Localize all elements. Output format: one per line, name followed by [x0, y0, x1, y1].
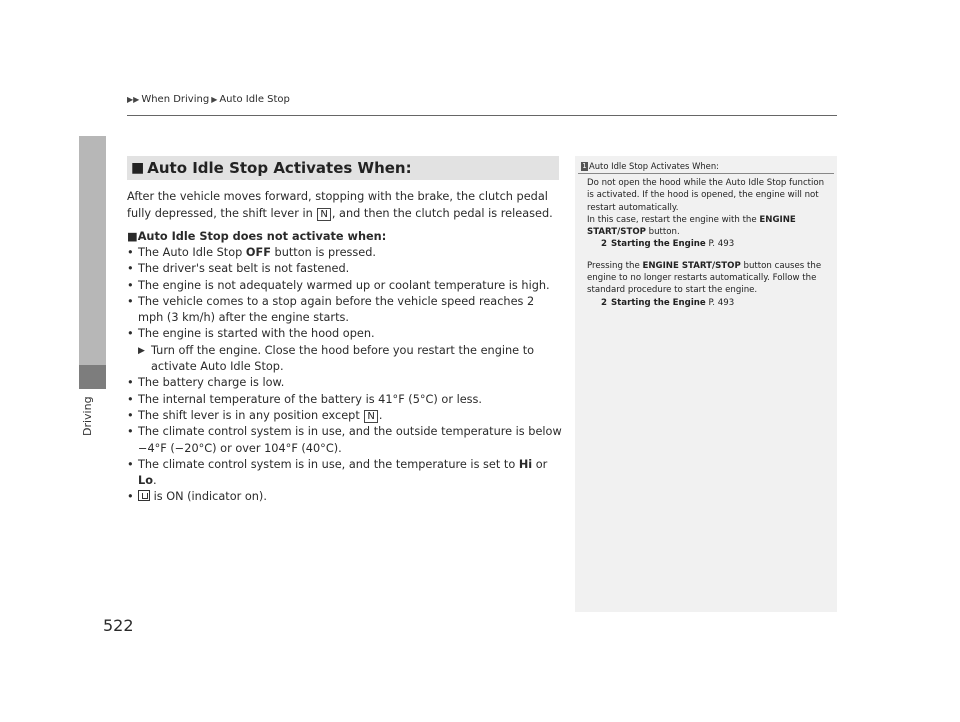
main-content	[127, 156, 562, 506]
list-item: • The climate control system is in use, and the outside temperature is below −4°F (−20°C) or over 104°F (40°C).	[127, 424, 562, 457]
bold-text: Hi	[518, 457, 533, 471]
list-item	[127, 457, 562, 490]
text: .	[378, 408, 383, 422]
section-title: Auto Idle Stop Activates When:	[147, 159, 412, 177]
breadcrumb-item[interactable]: Auto Idle Stop	[219, 94, 290, 105]
link-arrow-icon: 2	[601, 297, 607, 308]
note-title	[578, 156, 834, 174]
gear-n-key: N	[317, 208, 330, 221]
bold-text: ENGINE START/STOP	[587, 214, 796, 238]
link-arrow-icon: 2	[601, 239, 607, 250]
list-item: • The internal temperature of the battery is 41°F (5°C) or less.	[127, 392, 562, 408]
list-item: • The vehicle comes to a stop again before the vehicle speed reaches 2 mph (3 km/h) after the engine starts.	[127, 294, 562, 327]
condition-list	[127, 245, 562, 343]
defroster-indicator-icon	[138, 490, 150, 501]
list-item: • The driver's seat belt is not fastened.	[127, 261, 562, 277]
breadcrumb	[127, 94, 290, 105]
header-divider	[127, 115, 837, 116]
list-item: • The engine is not adequately warmed up or coolant temperature is high.	[127, 278, 562, 294]
note-marker-icon: 1	[582, 161, 587, 170]
chapter-tab-marker	[79, 365, 106, 389]
text: button.	[645, 227, 680, 238]
breadcrumb-item[interactable]: When Driving	[141, 94, 210, 105]
note-title-text: Auto Idle Stop Activates When:	[589, 161, 719, 171]
subheading	[127, 229, 562, 245]
bold-text: ENGINE START/STOP	[642, 260, 741, 271]
intro-text: After the vehicle moves forward, stopping with the brake, the clutch pedal fully depressed, the shift lever in	[127, 190, 548, 220]
note-paragraph	[587, 214, 829, 239]
text: The shift lever is in any position except	[138, 408, 364, 422]
bold-text: Lo	[138, 474, 153, 488]
side-note-panel	[575, 156, 837, 612]
link-label: Starting the Engine	[610, 297, 706, 308]
subheading-text: Auto Idle Stop does not activate when:	[137, 230, 387, 243]
breadcrumb-arrow-icon: ▶	[211, 95, 218, 104]
text: or	[532, 457, 548, 471]
text: .	[152, 474, 157, 488]
note-body	[575, 174, 837, 309]
cross-reference-link[interactable]	[587, 238, 829, 250]
bold-text: OFF	[245, 246, 271, 259]
list-item	[127, 408, 562, 424]
square-bullet-icon: ■	[131, 160, 145, 176]
gear-n-key: N	[364, 410, 377, 423]
arrow-icon: ▶	[138, 345, 145, 356]
page-number: 522	[103, 616, 134, 635]
square-bullet-icon: ■	[127, 230, 138, 243]
cross-reference-link[interactable]	[587, 297, 829, 309]
note-paragraph: Do not open the hood while the Auto Idle Stop function is activated. If the hood is opened, the engine will not restart automatically.	[587, 178, 825, 213]
note-paragraph	[587, 260, 829, 297]
text: In this case, restart the engine with the	[587, 214, 760, 225]
text: button is pressed.	[270, 246, 376, 259]
section-heading	[127, 156, 559, 180]
sub-instruction-text: Turn off the engine. Close the hood before you restart the engine to activate Auto Idle Stop.	[151, 343, 535, 374]
link-label: Starting the Engine	[610, 239, 706, 250]
chapter-label: Driving	[81, 396, 94, 436]
list-item	[127, 245, 562, 261]
link-page: P. 493	[705, 239, 735, 250]
link-page: P. 493	[705, 297, 735, 308]
list-item: • The engine is started with the hood open.	[127, 326, 562, 342]
intro-text: , and then the clutch pedal is released.	[331, 206, 553, 220]
breadcrumb-arrow-icon: ▶▶	[127, 95, 140, 104]
intro-paragraph	[127, 189, 562, 222]
text: is ON (indicator on).	[150, 490, 267, 504]
text: Pressing the	[587, 260, 643, 271]
sub-instruction	[127, 343, 562, 376]
condition-list	[127, 375, 562, 505]
list-item: • The battery charge is low.	[127, 375, 562, 391]
text: The climate control system is in use, and the temperature is set to	[138, 457, 519, 471]
chapter-tab	[79, 136, 106, 389]
text: button causes the engine to no longer restarts automatically. Follow the standard procedure to start the engine.	[587, 260, 822, 296]
spacer	[587, 251, 829, 260]
list-item	[127, 489, 562, 505]
text: The Auto Idle Stop	[138, 246, 246, 259]
